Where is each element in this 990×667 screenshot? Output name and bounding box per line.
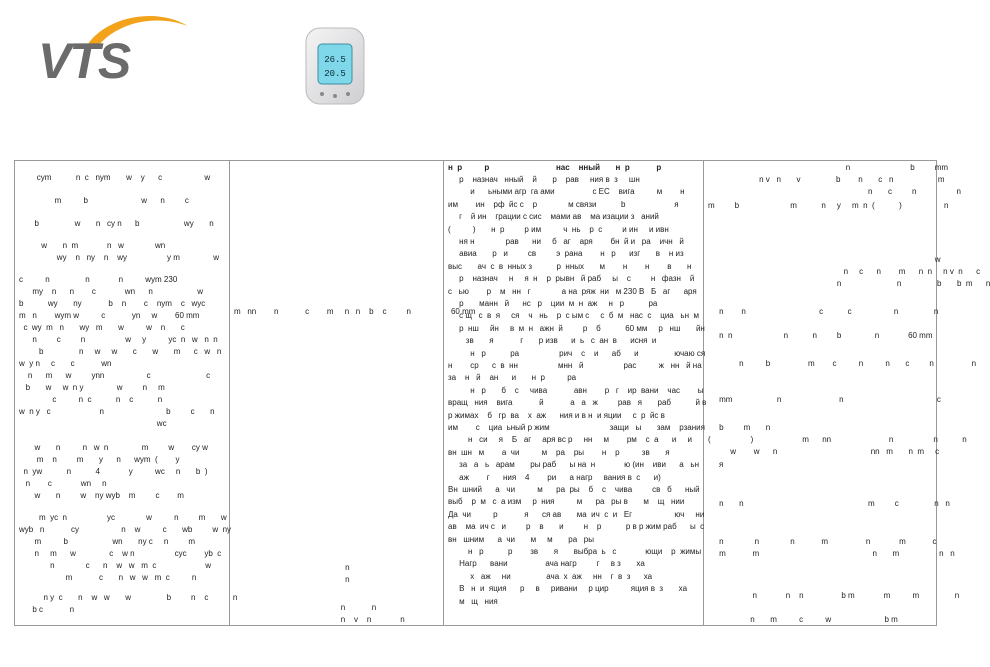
text-line: Нагр вани ача нагр г в з ха xyxy=(448,559,645,569)
text-line: им с циа ьный р жим защи ы зам рзания xyxy=(448,423,705,432)
text-line: n c wn n xyxy=(19,479,107,488)
vts-logo xyxy=(36,8,196,88)
text-line: n m c w b m xyxy=(708,615,898,624)
text-line: им ин рф йс с р м связи b я xyxy=(448,199,679,209)
text-line: вн шн м а чи м ра ры н р зв я xyxy=(448,447,670,457)
text-line: n c n m n n n v n c xyxy=(708,267,981,276)
spec-table xyxy=(14,160,990,626)
text-line: аж г ния 4 ри а нагр вания в с и) xyxy=(448,472,661,482)
text-line: m n m y n wym ( y xyxy=(19,455,180,464)
text-line: b w w n y w n m xyxy=(19,383,165,392)
text-line: за а ь арам ры раб ы на н ю (ин иви а ьн я xyxy=(448,460,724,470)
text-line: n n m c n n xyxy=(708,499,950,508)
thermo-display-bottom: 20.5 xyxy=(324,69,346,79)
text-line: my n n c wn n w xyxy=(19,287,204,296)
text-line: за н й ан и н р ра xyxy=(448,373,577,383)
text-line: выб р м с а изм р ния м ра ры в м щ нии xyxy=(448,497,685,507)
text-line: n n n m n m c xyxy=(708,537,937,546)
text-line: ( ) m nn n n n xyxy=(708,435,967,444)
text-line: n n c c n n xyxy=(708,307,939,316)
text-line: w n w ny wyb m c m xyxy=(19,491,184,500)
text-line: вращ ния вига й а а ж рав я раб й в xyxy=(448,398,707,408)
text-line: w xyxy=(708,255,941,264)
text-line: н си я Б аг аря вс р нн м рм с а и и xyxy=(448,435,692,445)
table-column-1 xyxy=(15,161,238,625)
thermostat-image xyxy=(300,22,372,110)
text-line: n m w c w n cyc yb c xyxy=(19,549,222,558)
text-line: c n c n c n xyxy=(19,395,163,404)
text-line: wy n ny n wy y m w xyxy=(19,253,220,262)
text-line: р нш йн в м н ажн й р б 60 мм р нш йн xyxy=(448,323,705,333)
text-line: р назнач н я н р рывн й раб ы с н фазн й xyxy=(448,274,695,284)
text-line: m nn n c m n n b c n 60 mm xyxy=(234,307,476,316)
text-line: n n xyxy=(234,603,377,612)
text-line: выс ач с в нных з р нных м н н в н xyxy=(448,261,692,271)
text-line: зв я г р изв и ь с ан в исня и xyxy=(448,336,657,346)
text-line: n yw n 4 y wc n b ) xyxy=(19,467,208,476)
text-line: р назнач нный й р рав ния в з шн xyxy=(448,175,640,184)
column-3-header: н р р нас нный н р р xyxy=(448,163,662,172)
text-line: n xyxy=(234,575,350,584)
text-line: н ср с в нн мнн й рас ж нн й на xyxy=(448,361,702,370)
text-line: m n wym w c yn w 60 mm xyxy=(19,311,200,320)
text-line: b w n cy n b wy n xyxy=(19,219,214,228)
text-line: w n y c n b c n xyxy=(19,407,215,416)
text-line: cym n c nym w y c w xyxy=(19,173,211,182)
text-line: n n b b m n xyxy=(708,279,990,288)
text-line: n b mm xyxy=(708,163,949,172)
text-line: m yc n yc w n m w xyxy=(19,513,227,522)
text-line: г й ин грации с сис мами ав ма изации з аний xyxy=(448,212,659,222)
text-line: n xyxy=(234,563,350,572)
text-line: mm n n c xyxy=(708,395,941,404)
text-line: n n n b m m m n xyxy=(708,591,960,600)
text-line: м щ ния xyxy=(448,596,498,606)
text-line: n c n n xyxy=(708,187,961,196)
text-line: b n w w c w m c w n xyxy=(19,347,222,356)
text-line: и ьными агр га ами с ЕС вига м н xyxy=(448,187,685,197)
text-line: w n m n w wn xyxy=(19,241,166,250)
text-line: b c n xyxy=(19,605,75,614)
text-line: m b wn ny c n m xyxy=(19,537,196,546)
text-line: w w n nn m n m c xyxy=(708,447,940,456)
text-line: n y c n w w w b n c n xyxy=(19,593,238,602)
text-line: ав ма ич с и р в и н р р в р жим раб ы с xyxy=(448,522,705,532)
text-line: wyb n cy n w c wb w ny xyxy=(19,525,232,534)
text-line: с щ с в я ся ч нь р с ым с с б м нас с циа ьн м xyxy=(448,311,699,321)
text-line: ня н рав ни б аг аря бн й и ра ичн й xyxy=(448,237,684,246)
text-line: c wy m n wy m w w n c xyxy=(19,323,185,332)
text-line: m m n m n n xyxy=(708,549,955,558)
text-line: В н и яция р в ривани р цир яция в з ха xyxy=(448,584,688,594)
text-line: b m n xyxy=(708,423,771,432)
text-line: авиа р и св э рана н р изг в н из xyxy=(448,249,684,259)
text-line: Да чи р я ся ав ма ич с и Ег юч ни xyxy=(448,509,705,519)
text-line: н р ра рич с и аб и ючаю ся xyxy=(448,348,706,358)
text-line: wc xyxy=(19,419,167,428)
text-line: р жимах б гр ва х аж ния и в н и яции с р йс в xyxy=(448,410,665,420)
text-line: х аж ни ача х аж нн г в з ха xyxy=(448,571,653,581)
text-line: n c n w w m c w xyxy=(19,561,212,570)
text-line: n m w ynn c c xyxy=(19,371,211,380)
text-line: b wy ny b n c nym c wyc xyxy=(19,299,206,308)
text-line: c n n n wym 230 xyxy=(19,275,178,284)
text-line: Вн шний а чи м ра ры б с чива св б ный xyxy=(448,485,700,494)
text-line: вн шним а чи м м ра ры xyxy=(448,534,595,544)
text-line: н р р зв я выбра ь с ющи р жимы xyxy=(448,547,702,556)
logo-text: VTS xyxy=(38,33,130,89)
text-line: n c n w y yc n w n n xyxy=(19,335,218,344)
text-line: m c n w w m c n xyxy=(19,573,197,582)
table-column-3 xyxy=(444,161,724,625)
text-line: р манн й нс р ции м н аж н р ра xyxy=(448,299,658,308)
text-line: w n n w n m w cy w xyxy=(19,443,208,452)
text-line: с ью р м нн г а на ряж ни м 230 В Б аг аря xyxy=(448,286,697,296)
text-line: ( ) н р р им ч нь р с и ин и ивн xyxy=(448,224,669,234)
text-line: n v n v b n c n m xyxy=(708,175,945,184)
text-line: n n n n b n 60 mm xyxy=(708,331,933,340)
table-column-4 xyxy=(704,161,990,625)
thermo-display-top: 26.5 xyxy=(324,55,346,65)
text-line: n v n n xyxy=(234,615,405,624)
text-line: m b w n c xyxy=(19,196,189,205)
text-line: w y n c c wn xyxy=(19,359,112,368)
text-line: m b m n y m n ( ) n xyxy=(708,201,949,210)
text-line: n b m c n n c n n xyxy=(708,359,977,368)
text-line: н р б с чива авн р г ир вани час ы xyxy=(448,385,704,395)
